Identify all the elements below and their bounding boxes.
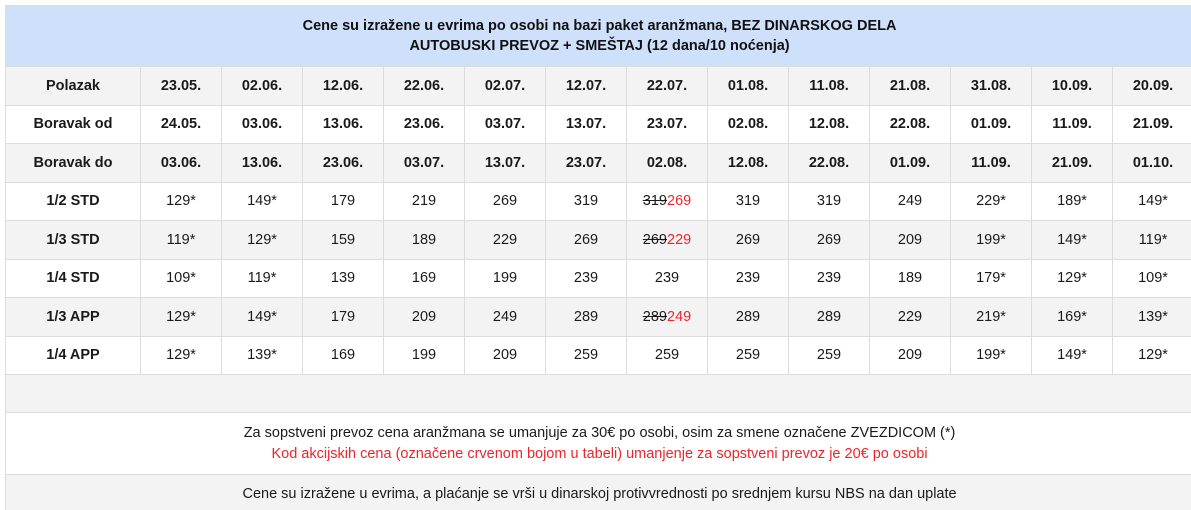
row-label: Boravak od: [6, 105, 141, 144]
old-price: 319: [642, 193, 667, 210]
footer-row: [6, 475, 1191, 510]
table-cell: 269: [465, 182, 546, 221]
row-label: 1/2 STD: [6, 182, 141, 221]
table-cell: 23.05.: [141, 67, 222, 106]
table-cell: 139: [303, 259, 384, 298]
row-label: Polazak: [6, 67, 141, 106]
table-header: [6, 6, 1191, 67]
table-cell: 01.10.: [1113, 144, 1191, 183]
table-cell: 239: [627, 259, 708, 298]
table-cell: 129*: [141, 336, 222, 375]
table-cell: 199*: [951, 221, 1032, 260]
table-cell: 109*: [1113, 259, 1191, 298]
price-table-container: [5, 5, 1186, 510]
table-cell: 219: [384, 182, 465, 221]
table-cell: 31.08.: [951, 67, 1032, 106]
table-cell: 01.09.: [870, 144, 951, 183]
table-cell: 11.08.: [789, 67, 870, 106]
table-cell: 269: [789, 221, 870, 260]
table-cell: 13.06.: [303, 105, 384, 144]
table-cell: 189: [384, 221, 465, 260]
table-cell: 11.09.: [1032, 105, 1113, 144]
old-price: 289: [642, 308, 667, 325]
table-cell: 289: [546, 298, 627, 337]
table-row: [6, 336, 1191, 375]
table-cell: 129*: [222, 221, 303, 260]
row-label: 1/3 APP: [6, 298, 141, 337]
table-row: [6, 67, 1191, 106]
row-label: Boravak do: [6, 144, 141, 183]
table-cell: 149*: [1032, 221, 1113, 260]
table-cell: 139*: [222, 336, 303, 375]
table-cell: 23.06.: [303, 144, 384, 183]
table-cell: 03.06.: [141, 144, 222, 183]
table-cell: 13.06.: [222, 144, 303, 183]
payment-note: Cene su izražene u evrima, a plaćanje se vrši u dinarskoj protivvrednosti po srednjem kursu NBS na dan uplate: [6, 475, 1191, 510]
table-cell: 02.07.: [465, 67, 546, 106]
table-cell: 189*: [1032, 182, 1113, 221]
table-cell: 129*: [141, 298, 222, 337]
table-cell: 169: [303, 336, 384, 375]
table-cell: 129*: [1113, 336, 1191, 375]
table-cell: 179*: [951, 259, 1032, 298]
price-table: [5, 5, 1191, 510]
table-cell: 169: [384, 259, 465, 298]
table-row: [6, 105, 1191, 144]
table-cell: 119*: [141, 221, 222, 260]
header-line-2: AUTOBUSKI PREVOZ + SMEŠTAJ (12 dana/10 noćenja): [409, 38, 790, 54]
table-cell: 109*: [141, 259, 222, 298]
spacer-cell: [6, 375, 1191, 413]
table-cell: 149*: [1032, 336, 1113, 375]
table-cell: 02.08.: [627, 144, 708, 183]
table-cell: 269: [708, 221, 789, 260]
table-header-row: [6, 6, 1191, 67]
own-transport-note: Za sopstveni prevoz cena aranžmana se umanjuje za 30€ po osobi, osim za smene označene ZVEZDICOM (*): [243, 424, 956, 441]
old-price: 269: [642, 231, 667, 248]
table-cell: 129*: [141, 182, 222, 221]
row-label: 1/4 APP: [6, 336, 141, 375]
table-cell: 179: [303, 182, 384, 221]
table-cell: 01.08.: [708, 67, 789, 106]
table-cell: 23.07.: [546, 144, 627, 183]
row-label: 1/4 STD: [6, 259, 141, 298]
table-cell: 239: [546, 259, 627, 298]
table-cell: 319: [789, 182, 870, 221]
table-cell: 259: [546, 336, 627, 375]
table-cell: 03.07.: [384, 144, 465, 183]
table-cell: 209: [870, 336, 951, 375]
table-cell: 209: [870, 221, 951, 260]
row-label: 1/3 STD: [6, 221, 141, 260]
table-cell: 21.08.: [870, 67, 951, 106]
promo-price: 249: [667, 308, 692, 325]
table-cell: 259: [708, 336, 789, 375]
table-cell: 199: [465, 259, 546, 298]
table-cell: 149*: [222, 298, 303, 337]
table-cell: 22.08.: [789, 144, 870, 183]
table-cell: 12.08.: [708, 144, 789, 183]
table-cell: 259: [789, 336, 870, 375]
table-cell: 209: [465, 336, 546, 375]
table-cell: 179: [303, 298, 384, 337]
table-cell: [627, 182, 708, 221]
table-cell: 02.06.: [222, 67, 303, 106]
table-cell: 149*: [222, 182, 303, 221]
table-cell: 169*: [1032, 298, 1113, 337]
table-cell: 229*: [951, 182, 1032, 221]
table-cell: 21.09.: [1032, 144, 1113, 183]
table-cell: 209: [384, 298, 465, 337]
table-cell: 289: [789, 298, 870, 337]
table-cell: 13.07.: [546, 105, 627, 144]
table-row: [6, 298, 1191, 337]
table-cell: 219*: [951, 298, 1032, 337]
table-cell: 249: [465, 298, 546, 337]
notes-cell: [6, 413, 1191, 475]
table-row: [6, 182, 1191, 221]
table-cell: 01.09.: [951, 105, 1032, 144]
table-cell: 289: [708, 298, 789, 337]
table-cell: 119*: [1113, 221, 1191, 260]
table-cell: 139*: [1113, 298, 1191, 337]
table-cell: 12.07.: [546, 67, 627, 106]
table-cell: 03.07.: [465, 105, 546, 144]
table-cell: 24.05.: [141, 105, 222, 144]
table-cell: 319: [708, 182, 789, 221]
table-row: [6, 221, 1191, 260]
table-cell: 319: [546, 182, 627, 221]
table-cell: [627, 221, 708, 260]
table-cell: 11.09.: [951, 144, 1032, 183]
table-cell: 199: [384, 336, 465, 375]
promo-price: 229: [667, 231, 692, 248]
table-cell: 21.09.: [1113, 105, 1191, 144]
table-cell: 199*: [951, 336, 1032, 375]
table-cell: 23.07.: [627, 105, 708, 144]
table-cell: 239: [789, 259, 870, 298]
notes-row: [6, 413, 1191, 475]
table-cell: 229: [465, 221, 546, 260]
table-cell: 259: [627, 336, 708, 375]
table-cell: 269: [546, 221, 627, 260]
table-cell: 22.06.: [384, 67, 465, 106]
table-cell: 12.06.: [303, 67, 384, 106]
table-cell: 119*: [222, 259, 303, 298]
table-cell: 229: [870, 298, 951, 337]
table-cell: 13.07.: [465, 144, 546, 183]
table-cell: 239: [708, 259, 789, 298]
table-cell: 149*: [1113, 182, 1191, 221]
header-line-1: Cene su izražene u evrima po osobi na bazi paket aranžmana, BEZ DINARSKOG DELA: [302, 18, 897, 34]
table-cell: 189: [870, 259, 951, 298]
table-cell: 02.08.: [708, 105, 789, 144]
spacer-row: [6, 375, 1191, 413]
table-cell: 249: [870, 182, 951, 221]
table-cell: 03.06.: [222, 105, 303, 144]
table-cell: 23.06.: [384, 105, 465, 144]
table-cell: 20.09.: [1113, 67, 1191, 106]
table-row: [6, 259, 1191, 298]
promo-discount-note: Kod akcijskih cena (označene crvenom bojom u tabeli) umanjenje za sopstveni prevoz je 20€ po osobi: [271, 445, 928, 462]
table-cell: [627, 298, 708, 337]
table-row: [6, 144, 1191, 183]
promo-price: 269: [667, 193, 692, 210]
table-cell: 12.08.: [789, 105, 870, 144]
table-cell: 129*: [1032, 259, 1113, 298]
table-cell: 159: [303, 221, 384, 260]
table-cell: 22.08.: [870, 105, 951, 144]
table-cell: 22.07.: [627, 67, 708, 106]
table-cell: 10.09.: [1032, 67, 1113, 106]
